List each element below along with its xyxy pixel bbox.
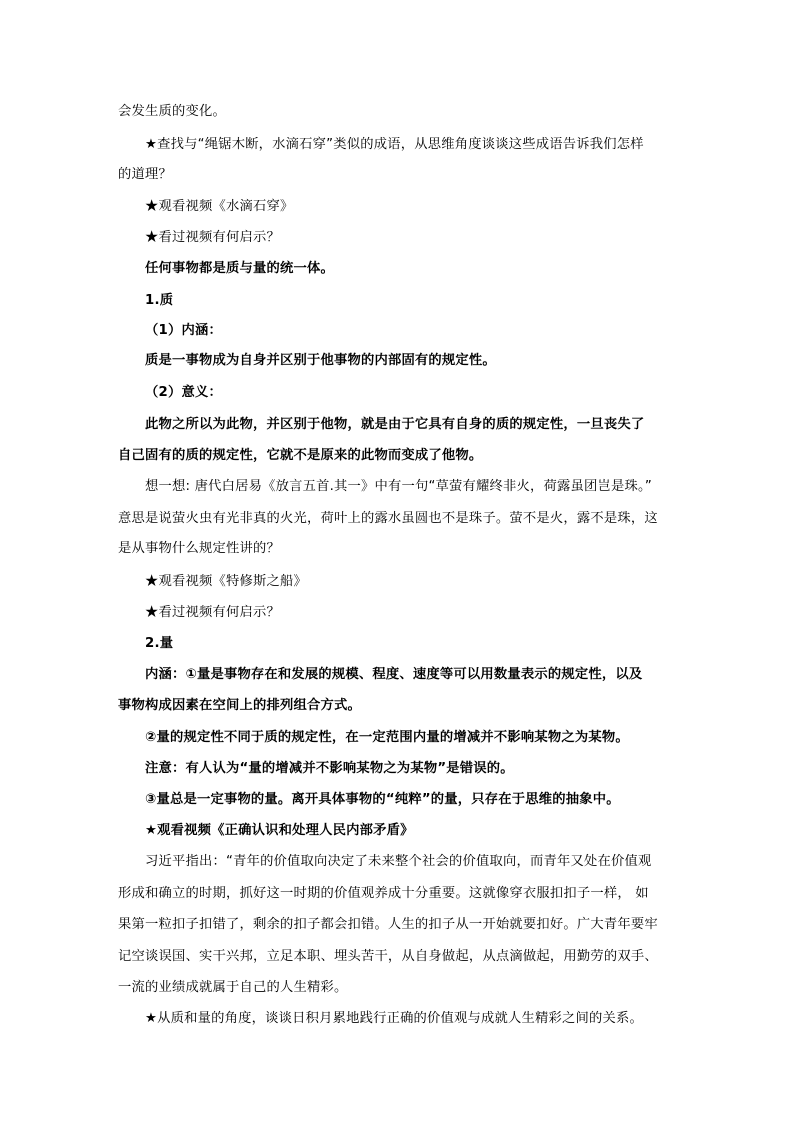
- text-line: 是从事物什么规定性讲的？: [118, 541, 280, 556]
- video-prompt: ★观看视频《特修斯之船》: [145, 574, 307, 589]
- quote-line: 习近平指出：“青年的价值取向决定了未来整个社会的价值取向，而青年又处在价值观: [145, 854, 652, 869]
- section-statement: 任何事物都是质与量的统一体。: [145, 261, 334, 276]
- question-line: ★从质和量的角度，谈谈日积月累地践行正确的价值观与成就人生精彩之间的关系。: [145, 1011, 644, 1026]
- question-line: ★查找与“绳锯木断，水滴石穿”类似的成语，从思维角度谈谈这些成语告诉我们怎样: [145, 137, 644, 152]
- video-prompt: ★观看视频《正确认识和处理人民内部矛盾》: [145, 823, 414, 838]
- section-heading: 2.量: [145, 636, 174, 651]
- note-line: 注意：有人认为“量的增减并不影响某物之为某物”是错误的。: [145, 761, 514, 776]
- question-line: ★看过视频有何启示？: [145, 230, 280, 245]
- text-line: 事物构成因素在空间上的排列组合方式。: [118, 698, 361, 713]
- text-line: 会发生质的变化。: [118, 104, 226, 119]
- video-prompt: ★观看视频《水滴石穿》: [145, 199, 294, 214]
- section-heading: 1.质: [145, 293, 174, 308]
- subsection-heading: （1）内涵：: [145, 323, 222, 338]
- quote-line: 果第一粒扣子扣错了，剩余的扣子都会扣错。人生的扣子从一开始就要扣好。广大青年要牢: [118, 917, 658, 932]
- think-prompt: 想一想: 唐代白居易《放言五首.其一》中有一句“草萤有耀终非火，荷露虽团岂是珠。”: [145, 479, 652, 494]
- definition-line: 内涵：①量是事物存在和发展的规模、程度、速度等可以用数量表示的规定性，以及: [145, 667, 643, 682]
- definition-line: 质是一事物成为自身并区别于他事物的内部固有的规定性。: [145, 353, 496, 368]
- text-line: 自己固有的质的规定性，它就不是原来的此物而变成了他物。: [118, 448, 483, 463]
- quote-line: 记空谈误国、实干兴邦，立足本职、埋头苦干，从自身做起，从点滴做起，用勤劳的双手、: [118, 949, 658, 964]
- quote-line: 一流的业绩成就属于自己的人生精彩。: [118, 980, 348, 995]
- subsection-heading: （2）意义：: [145, 385, 222, 400]
- question-line: ★看过视频有何启示？: [145, 605, 280, 620]
- text-line: 意思是说萤火虫有光非真的火光，荷叶上的露水虽圆也不是珠子。萤不是火，露不是珠，这: [118, 511, 658, 526]
- quote-line: 形成和确立的时期，抓好这一时期的价值观养成十分重要。这就像穿衣服扣扣子一样， 如: [118, 886, 649, 901]
- text-line: ②量的规定性不同于质的规定性，在一定范围内量的增减并不影响某物之为某物。: [145, 730, 629, 745]
- text-line: 的道理？: [118, 167, 172, 182]
- text-line: 此物之所以为此物，并区别于他物，就是由于它具有自身的质的规定性，一旦丧失了: [145, 417, 645, 432]
- text-line: ③量总是一定事物的量。离开具体事物的“纯粹”的量，只存在于思维的抽象中。: [145, 792, 620, 807]
